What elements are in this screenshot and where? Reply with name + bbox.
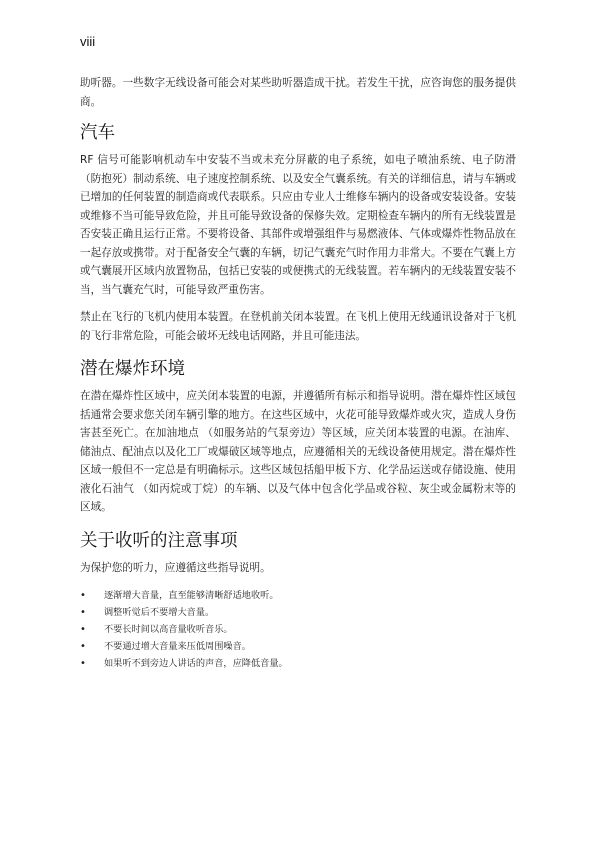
bullet-icon: •: [80, 641, 86, 652]
list-item: [80, 655, 516, 672]
list-item-text: 如果听不到旁边人讲话的声音，应降低音量。: [104, 658, 288, 669]
bullet-icon: •: [80, 624, 86, 635]
heading-explosive-environment: 潜在爆炸环境: [80, 359, 185, 379]
list-item: [80, 621, 516, 638]
list-item-text: 逐渐增大音量，直至能够清晰舒适地收听。: [104, 590, 279, 601]
hearing-bullet-list: [80, 587, 516, 672]
list-item: [80, 587, 516, 604]
list-item: [80, 604, 516, 621]
car-paragraph-2: 禁止在飞行的飞机内使用本装置。在登机前关闭本装置。在飞机上使用无线通讯设备对于飞机的飞行非常危险，可能会破坏无线电话网路，并且可能违法。: [80, 311, 516, 342]
bullet-icon: •: [80, 590, 86, 601]
hearing-paragraph: 为保护您的听力，应遵循这些指导说明。: [80, 561, 271, 574]
list-item-text: 不要长时间以高音量收听音乐。: [104, 624, 233, 635]
heading-car: 汽车: [80, 123, 115, 143]
explosive-paragraph: 在潜在爆炸性区域中，应关闭本装置的电源，并遵循所有标示和指导说明。潜在爆炸性区域包括通常会要求您关闭车辆引擎的地方。在这些区域中，火花可能导致爆炸或火灾，造成人身伤害甚至死亡。在加油地点 （如服务站的气泵旁边）等区域，应关闭本装置的电源。在油库、储油点、配油点以及化工厂或爆破区域等地点，应遵循相关的无线设备使用规定。潜在爆炸性区域一般但不一定总是有明确标示。这些区域包括船甲板下方、化学品运送或存储设施、使用液化石油气 （如丙烷或丁烷）的车辆、以及气体中包含化学品或谷粒、灰尘或金属粉末等的区域。: [80, 390, 516, 513]
list-item-text: 不要通过增大音量来压低周围噪音。: [104, 641, 251, 652]
list-item: [80, 638, 516, 655]
intro-paragraph: 助听器。一些数字无线设备可能会对某些助听器造成干扰。若发生干扰，应咨询您的服务提供商。: [80, 77, 516, 108]
car-paragraph-1: RF 信号可能影响机动车中安装不当或未充分屏蔽的电子系统，如电子喷油系统、电子防滑 （防抱死）制动系统、电子速度控制系统、以及安全气囊系统。有关的详细信息，请与车辆或已增加的任何装置的制造商或代表联系。只应由专业人士维修车辆内的设备或安装设备。安装或维修不当可能导致危险，并且可能导致设备的保修失效。定期检查车辆内的所有无线装置是否安装正确且运行正常。不要将设备、其部件或增强组件与易燃液体、气体或爆炸性物品放在一起存放或携带。对于配备安全气囊的车辆，切记气囊充气时作用力非常大。不要在气囊上方或气囊展开区域内放置物品，包括已安装的或便携式的无线装置。若车辆内的无线装置安装不当，当气囊充气时，可能导致严重伤害。: [80, 154, 516, 296]
bullet-icon: •: [80, 658, 86, 669]
list-item-text: 调整听觉后不要增大音量。: [104, 607, 215, 618]
page-content: [80, 74, 516, 672]
bullet-icon: •: [80, 607, 86, 618]
page-number: viii: [80, 34, 96, 49]
heading-hearing-precautions: 关于收听的注意事项: [80, 530, 238, 551]
